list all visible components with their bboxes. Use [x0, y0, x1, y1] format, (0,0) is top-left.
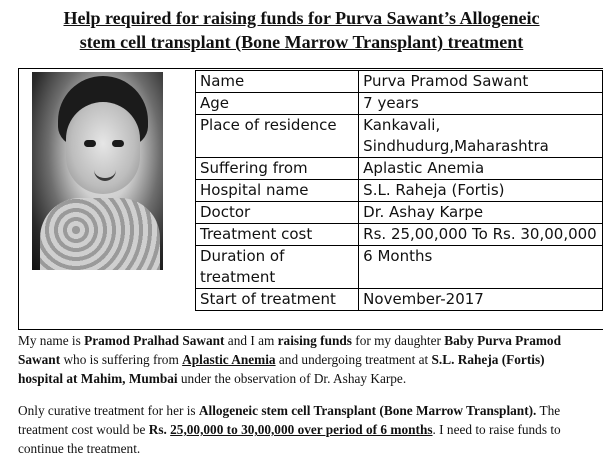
title-line-2: stem cell transplant (Bone Marrow Transplant) treatment: [79, 32, 524, 52]
cost-range: 25,00,000 to 30,00,000 over period of 6 months: [170, 422, 433, 437]
table-row: [196, 224, 603, 246]
raising-funds-text: raising funds: [277, 333, 352, 348]
document-title: [0, 6, 603, 54]
row-label: Suffering from: [196, 158, 359, 180]
row-label: Doctor: [196, 202, 359, 224]
disease-name: Aplastic Anemia: [182, 352, 276, 367]
title-line-1: Help required for raising funds for Purva Sawant’s Allogeneic: [63, 8, 540, 28]
father-name: Pramod Pralhad Sawant: [84, 333, 225, 348]
text-run: who is suffering from: [60, 352, 183, 367]
intro-paragraph: [18, 331, 590, 388]
photo-eye-left: [84, 140, 96, 147]
photo-eye-right: [112, 140, 124, 147]
table-row: [196, 93, 603, 115]
text-run: and I am: [224, 333, 278, 348]
text-run: . I need to raise funds to continue the treatment.: [18, 422, 561, 456]
text-run: under the observation of Dr. Ashay Karpe.: [177, 371, 407, 386]
table-row: [196, 71, 603, 93]
row-value: 7 years: [359, 93, 603, 115]
row-value: Dr. Ashay Karpe: [359, 202, 603, 224]
row-label: Place of residence: [196, 115, 359, 158]
table-row: [196, 115, 603, 158]
table-row: [196, 289, 603, 311]
row-value: Aplastic Anemia: [359, 158, 603, 180]
row-label: Name: [196, 71, 359, 93]
treatment-paragraph: [18, 401, 590, 458]
photo-dress: [40, 198, 160, 270]
row-value: 6 Months: [359, 246, 603, 289]
table-row: [196, 246, 603, 289]
table-row: [196, 202, 603, 224]
row-label: Hospital name: [196, 180, 359, 202]
patient-photo: [32, 72, 163, 270]
row-label: Duration of treatment: [196, 246, 359, 289]
row-value: November-2017: [359, 289, 603, 311]
patient-info-box: [18, 68, 603, 330]
text-run: and undergoing treatment at: [275, 352, 432, 367]
table-row: [196, 180, 603, 202]
row-value: Kankavali, Sindhudurg,Maharashtra: [359, 115, 603, 158]
patient-details-table: [195, 70, 603, 311]
row-label: Age: [196, 93, 359, 115]
treatment-name: Allogeneic stem cell Transplant (Bone Marrow Transplant).: [198, 403, 537, 418]
table-row: [196, 158, 603, 180]
row-value: Rs. 25,00,000 To Rs. 30,00,000: [359, 224, 603, 246]
hospital-location: S.L. Raheja (Fortis) hospital at Mahim, Mumbai: [18, 352, 545, 386]
text-run: The treatment cost would be: [18, 403, 561, 437]
row-label: Start of treatment: [196, 289, 359, 311]
currency-prefix: Rs.: [148, 422, 171, 437]
row-value: Purva Pramod Sawant: [359, 71, 603, 93]
text-run: for my daughter: [351, 333, 445, 348]
row-value: S.L. Raheja (Fortis): [359, 180, 603, 202]
row-label: Treatment cost: [196, 224, 359, 246]
text-run: My name is: [18, 333, 85, 348]
patient-name: Baby Purva Pramod Sawant: [18, 333, 561, 367]
text-run: Only curative treatment for her is: [18, 403, 199, 418]
